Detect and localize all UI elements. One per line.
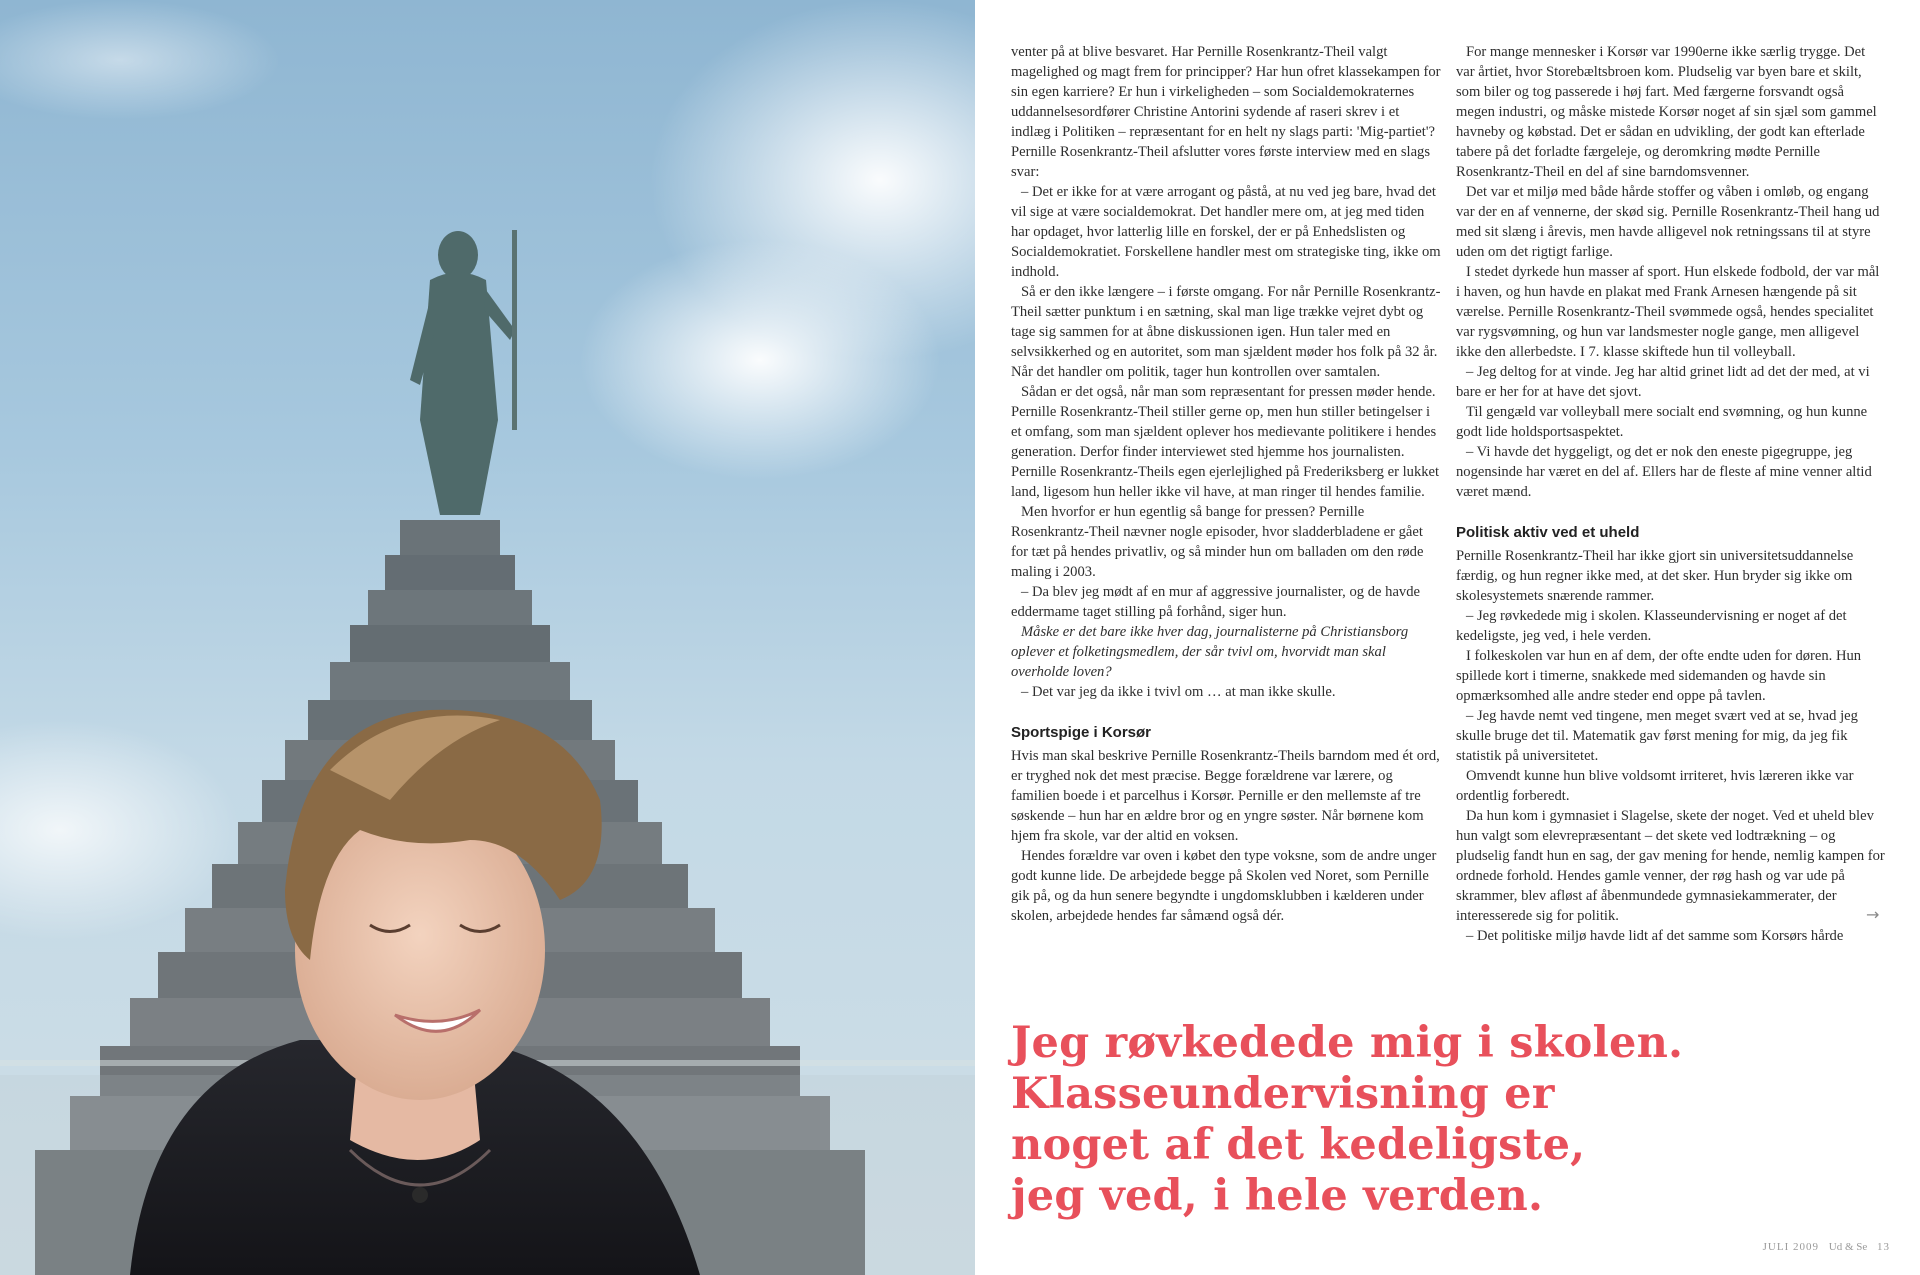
article-paragraph: Måske er det bare ikke hver dag, journalisterne på Christiansborg oplever et folketingsmedlem, der sår tvivl om, hvorvidt man skal overholde loven? — [1011, 624, 1409, 680]
article-paragraph: venter på at blive besvaret. Har Pernille Rosenkrantz-Theil valgt magelighed og magt frem for principper? Har hun ofret klassekampen for sin egen karriere? Er hun i virkeligheden – som Socialdemokraternes uddannelsesordfører Christine Antorini sydende af raseri skrev i et indlæg i Politiken – repræsentant for en helt ny slags parti: 'Mig-partiet'? Pernille Rosenkrantz-Theil afslutter vores første interview med en slags svar: — [1011, 44, 1441, 180]
article-paragraph: Omvendt kunne hun blive voldsomt irriteret, hvis læreren ikke var ordentlig forberedt. — [1456, 768, 1854, 804]
section-heading: Sportspige i Korsør — [1011, 724, 1152, 741]
pull-quote-line: Jeg røvkedede mig i skolen. — [1011, 1018, 1684, 1068]
article-paragraph: Men hvorfor er hun egentlig så bange for pressen? Pernille Rosenkrantz-Theil nævner nogle episoder, hvor sladderbladene er gået for tæt på hendes privatliv, og så minder hun om balladen om den røde maling i 2003. — [1011, 504, 1424, 580]
article-paragraph: – Det politiske miljø havde lidt af det samme som Korsørs hårde — [1466, 928, 1844, 944]
cloud-shape — [0, 0, 280, 120]
article-paragraph: Hendes forældre var oven i købet den type voksne, som de andre unger godt kunne lide. De arbejdede begge på Skolen ved Noret, som Pernille gik på, og da hun senere begyndte i ungdomsklubben i kælderen under skolen, arbejdede hendes far såmænd også dér. — [1011, 848, 1437, 924]
article-column-right — [1456, 42, 1886, 946]
article-paragraph: Pernille Rosenkrantz-Theil har ikke gjort sin universitetsuddannelse færdig, og hun regner ikke med, at det sker. Hun bryder sig ikke om skolesystemets snærende rammer. — [1456, 548, 1854, 604]
article-paragraph: Til gengæld var volleyball mere socialt end svømning, og hun kunne godt lide holdsportsaspektet. — [1456, 404, 1868, 440]
section-heading: Politisk aktiv ved et uheld — [1456, 524, 1640, 541]
pull-quote-line: noget af det kedeligste, — [1011, 1120, 1586, 1170]
article-paragraph: I folkeskolen var hun en af dem, der ofte endte uden for døren. Hun spillede kort i timerne, snakkede med sidemanden og havde sin opmærksomhed alle andre steder end oppe på tavlen. — [1456, 648, 1862, 704]
article-paragraph: – Jeg røvkedede mig i skolen. Klasseundervisning er noget af det kedeligste, jeg ved, i hele verden. — [1456, 608, 1847, 644]
article-paragraph: Så er den ikke længere – i første omgang. For når Pernille Rosenkrantz-Theil sætter punktum i en sætning, skal man lige trække vejret dybt og tage sig sammen for at åbne diskussionen igen. Hun taler med en selvsikkerhed og en autoritet, som man sjældent møder hos folk på 32 år. Når det handler om politik, tager hun kontrollen over samtalen. — [1011, 284, 1441, 380]
pull-quote-line: jeg ved, i hele verden. — [1011, 1171, 1544, 1221]
pull-quote-line: Klasseundervisning er — [1011, 1069, 1555, 1119]
article-paragraph: – Jeg deltog for at vinde. Jeg har altid grinet lidt ad det der med, at vi bare er her for at have det sjovt. — [1456, 364, 1870, 400]
footer-magazine: Ud & Se — [1828, 1241, 1868, 1253]
cloud-shape — [580, 240, 940, 480]
statue — [410, 230, 517, 515]
article-column-left — [1011, 42, 1441, 926]
page-footer — [1757, 1241, 1890, 1253]
article-paragraph: I stedet dyrkede hun masser af sport. Hun elskede fodbold, der var mål i haven, og hun havde en plakat med Frank Arnesen hængende på sit værelse. Pernille Rosenkrantz-Theil svømmede også, hendes specialitet var rygsvømning, og hun var landsmester nogle gange, men alligevel ikke den allerbedste. I 7. klasse skiftede hun til volleyball. — [1456, 264, 1880, 360]
article-paragraph: – Jeg havde nemt ved tingene, men meget svært ved at se, hvad jeg skulle bruge det til. Matematik gav først mening for mig, da jeg fik statistik på universitetet. — [1456, 708, 1858, 764]
article-paragraph: Hvis man skal beskrive Pernille Rosenkrantz-Theils barndom med ét ord, er tryghed nok det mest præcise. Begge forældrene var lærere, og familien boede i et parcelhus i Korsør. Pernille er den mellemste af tre søskende – hun har en ældre bror og en yngre søster. Når børnene kom hjem fra skole, var der altid en voksen. — [1011, 748, 1440, 844]
pull-quote — [1011, 1018, 1891, 1222]
page-number: 13 — [1877, 1241, 1890, 1253]
continue-arrow-icon: → — [1866, 905, 1880, 924]
cloud-shape — [0, 720, 240, 940]
footer-date: JULI 2009 — [1762, 1241, 1819, 1253]
article-paragraph: – Vi havde det hyggeligt, og det er nok den eneste pigegruppe, jeg nogensinde har været en del af. Ellers har de fleste af mine venner altid været mænd. — [1456, 444, 1872, 500]
article-paragraph: Sådan er det også, når man som repræsentant for pressen møder hende. Pernille Rosenkrantz-Theil stiller gerne op, men hun stiller betingelser i et omfang, som man sjældent oplever hos medievante politikere i hendes generation. Derfor finder interviewet sted hjemme hos journalisten. Pernille Rosenkrantz-Theils egen ejerlejlighed på Frederiksberg er lukket land, ligesom hun heller ikke vil have, at man ringer til hendes familie. — [1011, 384, 1440, 500]
article-paragraph: Da hun kom i gymnasiet i Slagelse, skete der noget. Ved et uheld blev hun valgt som elevrepræsentant – det skete ved lodtrækning – og pludselig fandt hun en sag, der gav mening for hende, nemlig kampen for ordnede forhold. Hendes gamle venner, der røg hash og var ude på skrammer, blev afløst af åbenmundede gymnasiekammerater, der interesserede sig for politik. — [1456, 808, 1885, 924]
article-paragraph: – Da blev jeg mødt af en mur af aggressive journalister, og de havde eddermame taget stilling på forhånd, siger hun. — [1011, 584, 1420, 620]
article-paragraph: Det var et miljø med både hårde stoffer og våben i omløb, og engang var der en af vennerne, der skød sig. Pernille Rosenkrantz-Theil hang ud med sit slæng i årevis, men havde alligevel nok retningssans til at styre uden om det rigtigt farlige. — [1456, 184, 1880, 260]
article-paragraph: For mange mennesker i Korsør var 1990erne ikke særlig trygge. Det var årtiet, hvor Storebæltsbroen kom. Pludselig var byen bare et skilt, som biler og tog passerede i høj fart. Med færgerne forsvandt også megen industri, og måske mistede Korsør noget af sin sjæl som gammel havneby og købstad. Det er sådan en udvikling, der godt kan efterlade tabere på det forladte færgeleje, og deromkring mødte Pernille Rosenkrantz-Theil en del af sine barndomsvenner. — [1456, 44, 1877, 180]
article-paragraph: – Det er ikke for at være arrogant og påstå, at nu ved jeg bare, hvad det vil sige at være socialdemokrat. Det handler mere om, at jeg med tiden har opdaget, hvor latterlig lille en forskel, der er på Enhedslisten og Socialdemokratiet. Forskellene handler mest om strategiske ting, ikke om indhold. — [1011, 184, 1441, 280]
article-paragraph: – Det var jeg da ikke i tvivl om … at man ikke skulle. — [1021, 684, 1336, 700]
